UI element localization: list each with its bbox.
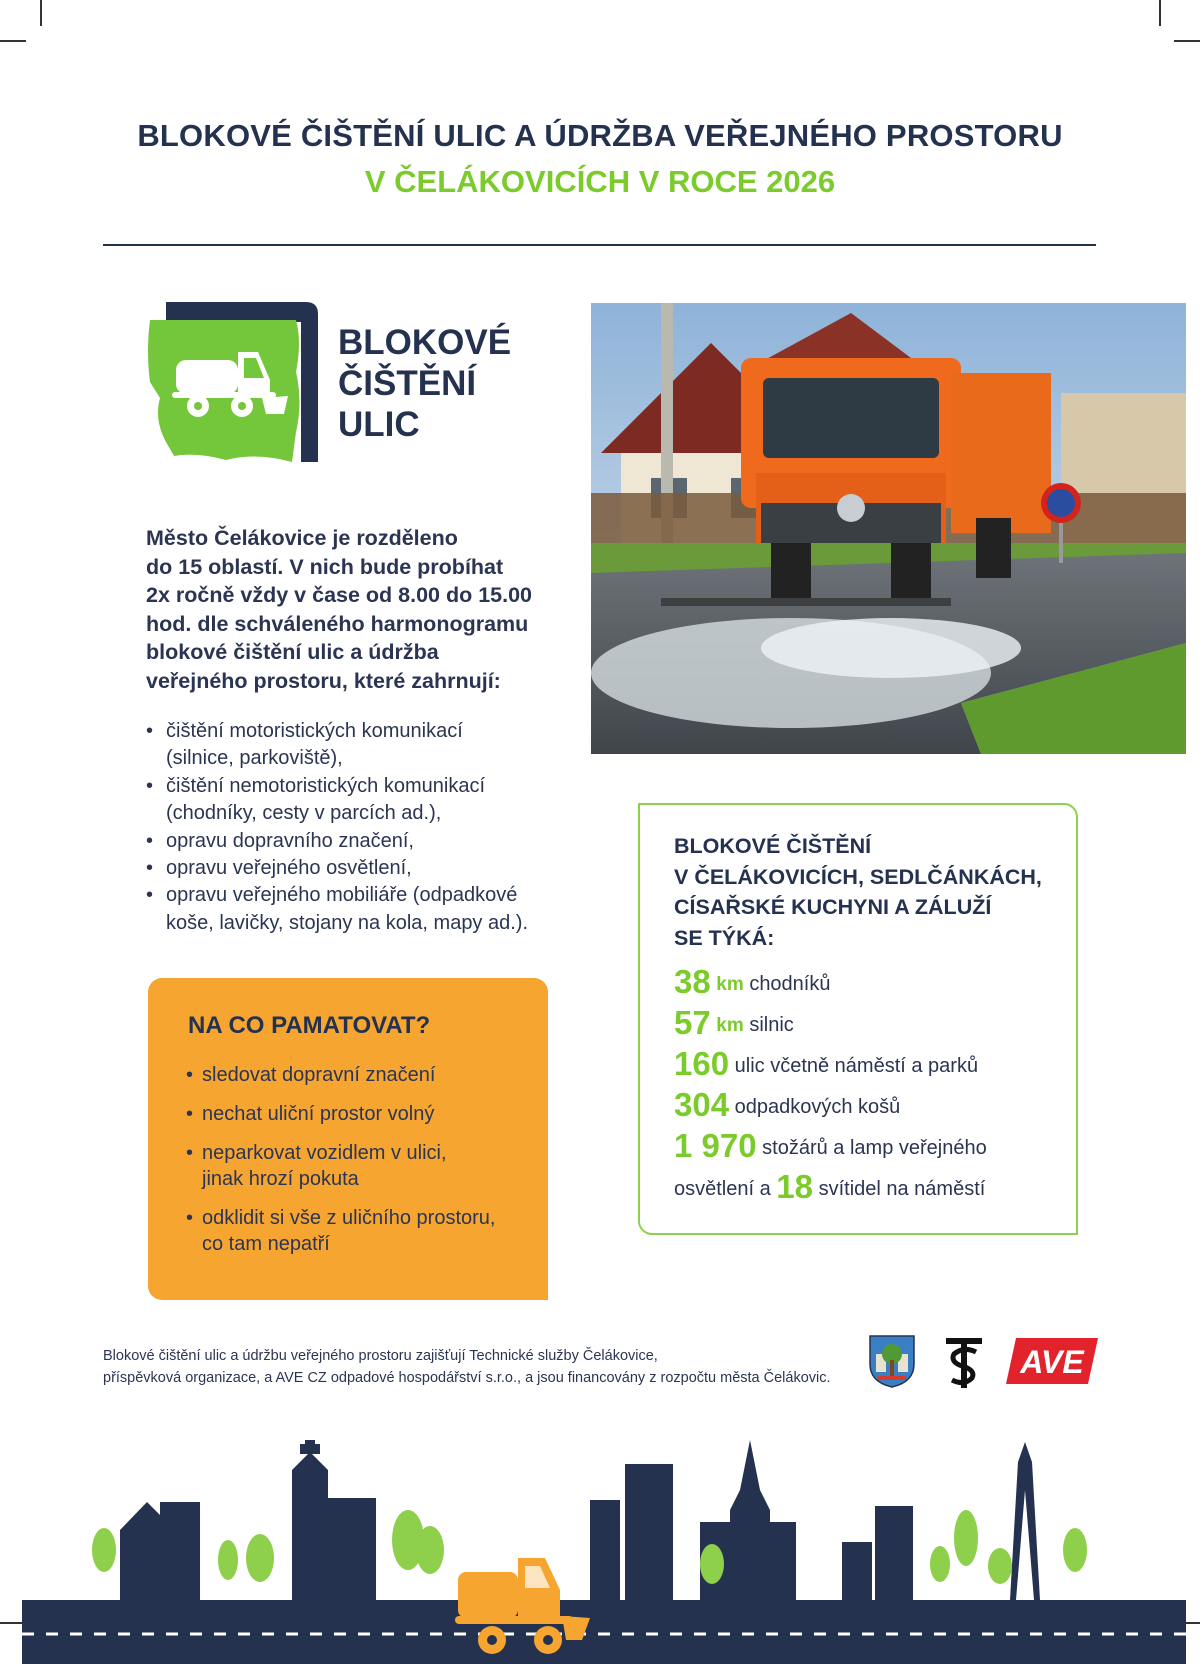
- ave-logo-text: AVE: [1020, 1344, 1084, 1380]
- list-item: • neparkovat vozidlem v ulici, jinak hrozí pokuta: [186, 1140, 536, 1192]
- ave-logo-graphic: [1006, 1338, 1098, 1384]
- remember-box: [148, 978, 548, 1300]
- stat-bins: 304 odpadkových košů: [674, 1086, 901, 1123]
- footer-line: příspěvková organizace, a AVE CZ odpadové hospodářství s.r.o., a jsou financovány z rozpočtu města Čelákovic.: [103, 1370, 831, 1386]
- crop-mark: [1159, 0, 1161, 26]
- services-list: [146, 718, 576, 937]
- list-item: • čištění nemotoristických komunikací (chodníky, cesty v parcích ad.),: [146, 773, 576, 828]
- stats-heading-line: V ČELÁKOVICÍCH, SEDLČÁNKÁCH,: [674, 864, 1042, 889]
- list-item: • opravu dopravního značení,: [146, 828, 576, 855]
- city-skyline-illustration: [0, 1440, 1200, 1664]
- logo-line: ULIC: [338, 405, 420, 444]
- logo-line: BLOKOVÉ: [338, 323, 512, 362]
- crop-mark: [40, 0, 42, 26]
- intro-line: hod. dle schváleného harmonogramu: [146, 611, 529, 636]
- intro-line: do 15 oblastí. V nich bude probíhat: [146, 554, 504, 579]
- stat-lamps: 1 970 stožárů a lamp veřejného: [674, 1127, 987, 1164]
- logo-line: ČIŠTĚNÍ: [338, 364, 477, 403]
- intro-line: 2x ročně vždy v čase od 8.00 do 15.00: [146, 583, 533, 608]
- stat-roads: 57 km silnic: [674, 1004, 794, 1041]
- remember-title: NA CO PAMATOVAT?: [188, 1012, 431, 1039]
- footer-note: [103, 1345, 863, 1389]
- stats-heading: [674, 831, 1042, 953]
- logo-text: [338, 322, 511, 445]
- city-crest-logo: [868, 1334, 916, 1388]
- stat-streets: 160 ulic včetně náměstí a parků: [674, 1045, 979, 1082]
- technicke-sluzby-logo: [944, 1334, 984, 1390]
- street-washing-truck-photo: [591, 303, 1186, 754]
- stats-box: [638, 803, 1078, 1235]
- stats-heading-line: SE TÝKÁ:: [674, 925, 775, 950]
- street-sweeper-icon: [146, 302, 336, 472]
- crop-mark: [1174, 40, 1200, 42]
- list-item: • čištění motoristických komunikací (silnice, parkoviště),: [146, 718, 576, 773]
- list-item: • nechat uliční prostor volný: [186, 1101, 536, 1127]
- stat-square-lights: osvětlení a 18 svítidel na náměstí: [674, 1168, 986, 1205]
- stat-sidewalks: 38 km chodníků: [674, 963, 831, 1000]
- list-item: • opravu veřejného osvětlení,: [146, 855, 576, 882]
- title-divider: [103, 244, 1096, 246]
- stats-heading-line: BLOKOVÉ ČIŠTĚNÍ: [674, 834, 872, 858]
- list-item: • odklidit si vše z uličního prostoru, co tam nepatří: [186, 1205, 536, 1257]
- remember-list: [186, 1062, 536, 1270]
- footer-line: Blokové čištění ulic a údržbu veřejného prostoru zajišťují Technické služby Čelákovice,: [103, 1348, 658, 1364]
- intro-line: Město Čelákovice je rozděleno: [146, 526, 458, 550]
- ave-logo: [1006, 1338, 1098, 1384]
- intro-line: veřejného prostoru, které zahrnují:: [146, 668, 501, 693]
- intro-paragraph: [146, 524, 566, 696]
- intro-line: blokové čištění ulic a údržba: [146, 640, 439, 665]
- page-subtitle: V ČELÁKOVICÍCH V ROCE 2026: [364, 164, 836, 199]
- crop-mark: [0, 40, 26, 42]
- list-item: • opravu veřejného mobiliáře (odpadkové koše, lavičky, stojany na kola, mapy ad.).: [146, 882, 576, 937]
- stats-heading-line: CÍSAŘSKÉ KUCHYNI A ZÁLUŽÍ: [674, 895, 992, 919]
- list-item: • sledovat dopravní značení: [186, 1062, 536, 1088]
- page-title: BLOKOVÉ ČIŠTĚNÍ ULIC A ÚDRŽBA VEŘEJNÉHO PROSTORU: [137, 118, 1063, 153]
